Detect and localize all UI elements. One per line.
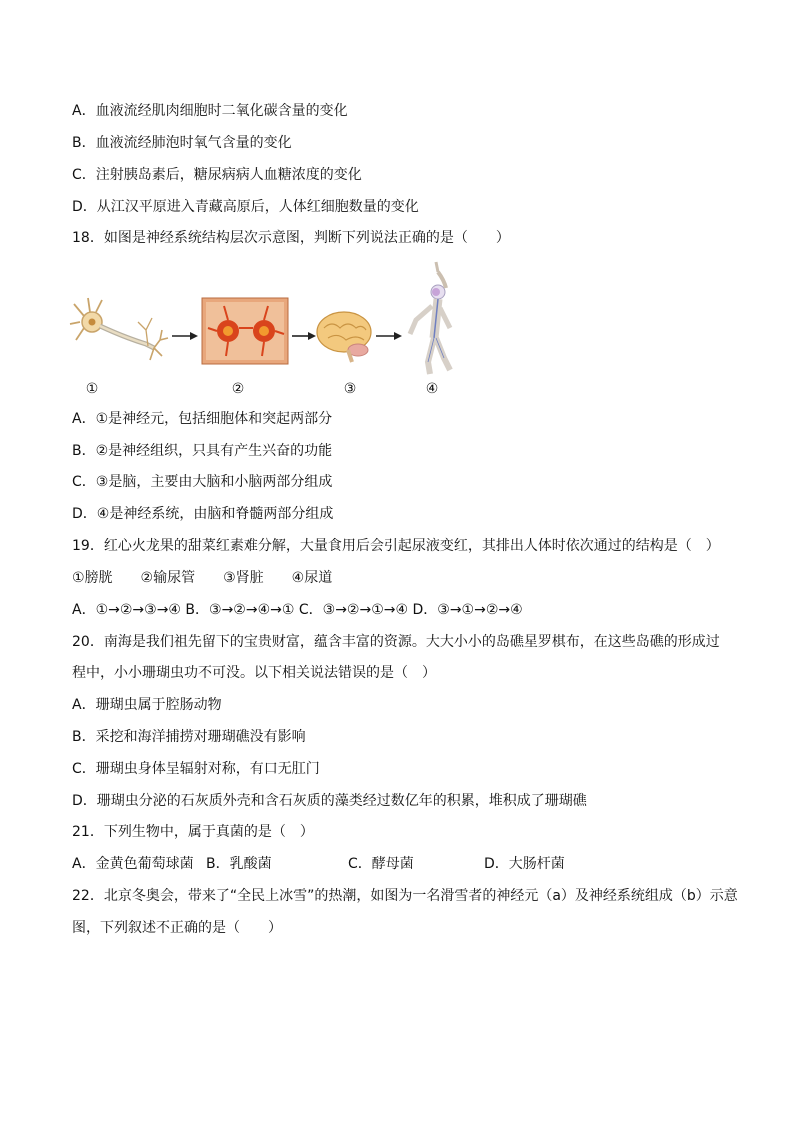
neuron-illustration xyxy=(70,298,168,360)
arrow-icon xyxy=(292,332,316,340)
q18-option-a: A．①是神经元，包括细胞体和突起两部分 xyxy=(72,411,333,427)
q20-option-c: C．珊瑚虫身体呈辐射对称，有口无肛门 xyxy=(72,761,320,777)
q21-options xyxy=(72,854,565,874)
nerve-tissue-illustration xyxy=(202,298,288,364)
figure-caption-3: ③ xyxy=(343,381,357,397)
brain-illustration xyxy=(317,312,371,362)
q21-stem: 21．下列生物中，属于真菌的是（ ） xyxy=(72,824,314,840)
q17-option-d: D．从江汉平原进入青藏高原后，人体红细胞数量的变化 xyxy=(72,199,419,215)
q22-stem-line1: 22．北京冬奥会，带来了“全民上冰雪”的热潮，如图为一名滑雪者的神经元（a）及神经系统组成（b）示意 xyxy=(72,888,738,904)
hierarchy-illustration xyxy=(66,258,466,380)
figure-caption-1: ① xyxy=(85,381,99,397)
q17-option-a: A．血液流经肌肉细胞时二氧化碳含量的变化 xyxy=(72,103,348,119)
q19-items: ①膀胱 ②输尿管 ③肾脏 ④尿道 xyxy=(72,570,333,586)
q20-option-a: A．珊瑚虫属于腔肠动物 xyxy=(72,697,222,713)
q21-option-c: C．酵母菌 xyxy=(348,856,414,872)
q21-option-a: A．金黄色葡萄球菌 xyxy=(72,856,194,872)
q17-option-b: B．血液流经肺泡时氧气含量的变化 xyxy=(72,135,292,151)
q20-stem-line2: 程中，小小珊瑚虫功不可没。以下相关说法错误的是（ ） xyxy=(72,665,436,681)
q21-option-b: B．乳酸菌 xyxy=(206,856,272,872)
figure-caption-2: ② xyxy=(231,381,245,397)
q20-stem-line1: 20．南海是我们祖先留下的宝贵财富，蕴含丰富的资源。大大小小的岛礁星罗棋布，在这些岛礁的形成过 xyxy=(72,634,720,650)
q19-stem: 19．红心火龙果的甜菜红素难分解，大量食用后会引起尿液变红，其排出人体时依次通过的结构是（ ） xyxy=(72,538,720,554)
q18-option-b: B．②是神经组织，只具有产生兴奋的功能 xyxy=(72,443,333,459)
figure-caption-4: ④ xyxy=(425,381,439,397)
q18-option-d: D．④是神经系统，由脑和脊髓两部分组成 xyxy=(72,506,334,522)
q19-options: A．①→②→③→④ B．③→②→④→① C．③→②→①→④ D．③→①→②→④ xyxy=(72,602,523,618)
q20-option-d: D．珊瑚虫分泌的石灰质外壳和含石灰质的藻类经过数亿年的积累，堆积成了珊瑚礁 xyxy=(72,793,587,809)
q17-option-c: C．注射胰岛素后，糖尿病病人血糖浓度的变化 xyxy=(72,167,362,183)
nervous-system-hierarchy-figure xyxy=(66,258,466,398)
q18-option-c: C．③是脑，主要由大脑和小脑两部分组成 xyxy=(72,474,333,490)
q21-option-d: D．大肠杆菌 xyxy=(484,856,565,872)
arrow-icon xyxy=(376,332,402,340)
arrow-icon xyxy=(172,332,198,340)
q20-option-b: B．采挖和海洋捕捞对珊瑚礁没有影响 xyxy=(72,729,306,745)
human-nervous-system-illustration xyxy=(410,262,450,374)
q22-stem-line2: 图，下列叙述不正确的是（ ） xyxy=(72,920,282,936)
q18-stem: 18．如图是神经系统结构层次示意图，判断下列说法正确的是（ ） xyxy=(72,230,510,246)
